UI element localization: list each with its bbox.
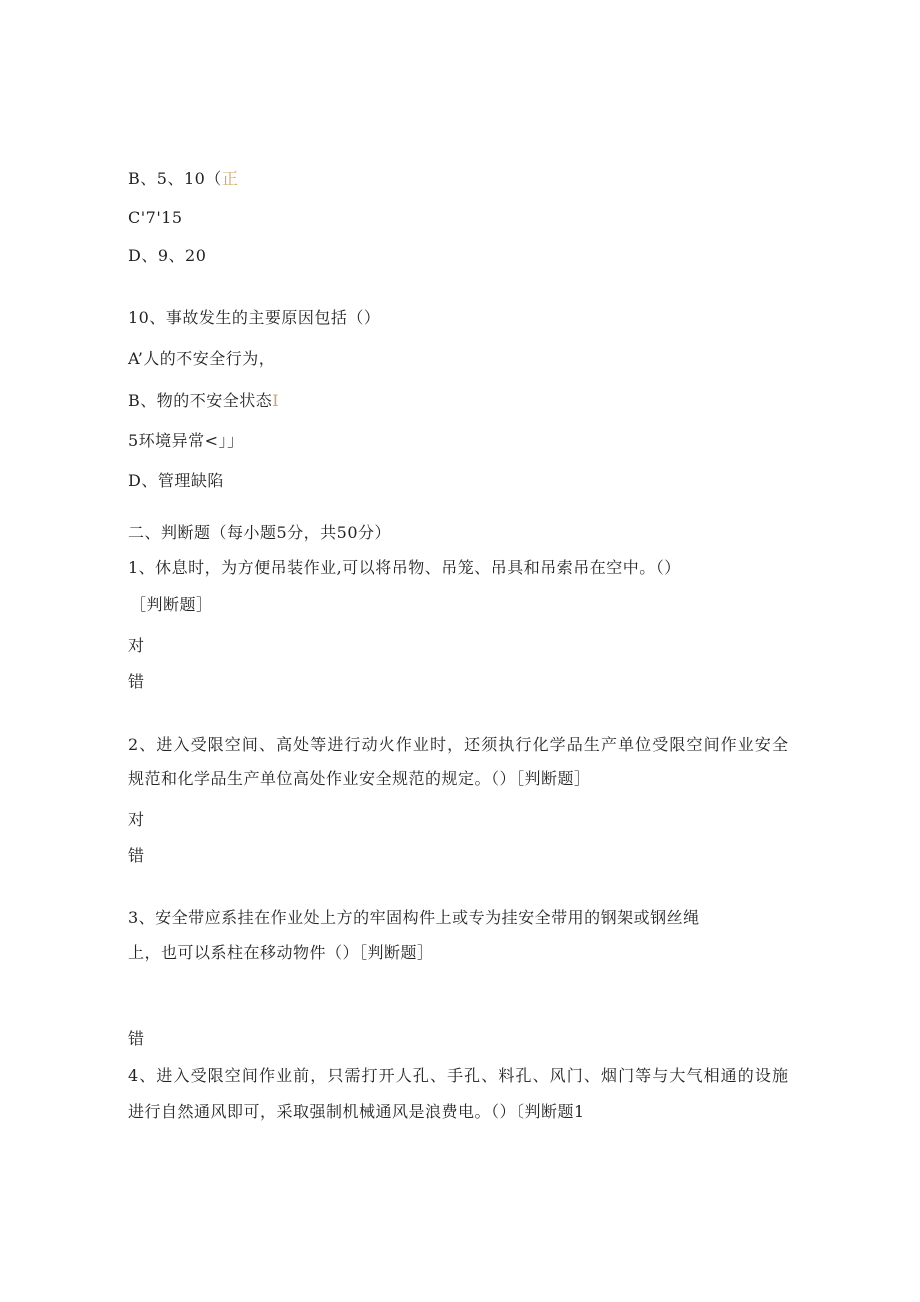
q10-stem: 10、事故发生的主要原因包括（）	[128, 308, 381, 327]
j1-tag: ［判断题］	[130, 595, 213, 614]
q9-option-c: C'7'15	[128, 208, 183, 227]
q9-option-d: D、9、20	[128, 246, 207, 265]
q10-option-b-mark: I	[272, 391, 280, 410]
j4-stem-line1: 4、进入受限空间作业前，只需打开人孔、手孔、料孔、风门、烟门等与大气相通的设施	[128, 1066, 790, 1085]
q10-option-d: D、管理缺陷	[128, 471, 224, 490]
j3-option-false: 错	[128, 1029, 145, 1048]
q10-option-c: 5环境异常<」」	[128, 431, 244, 450]
j2-stem-line2: 规范和化学品生产单位高处作业安全规范的规定。（）［判断题］	[128, 769, 591, 788]
j1-option-true: 对	[128, 636, 145, 655]
q10-option-b-text: B、物的不安全状态	[128, 391, 273, 410]
j1-stem: 1、休息时，为方便吊装作业,可以将吊物、吊笼、吊具和吊索吊在空中。（）	[128, 558, 681, 577]
j4-stem-line2: 进行自然通风即可，采取强制机械通风是浪费电。（）〔判断题1	[128, 1102, 585, 1121]
q9-option-b-text: B、5、10（	[128, 169, 222, 188]
q10-option-b	[128, 391, 279, 411]
j2-stem-line1: 2、进入受限空间、高处等进行动火作业时，还须执行化学品生产单位受限空间作业安全	[128, 735, 790, 754]
section-2-title: 二、判断题（每小题5分，共50分）	[128, 523, 392, 542]
j2-option-true: 对	[128, 810, 145, 829]
j1-option-false: 错	[128, 672, 145, 691]
j3-stem-line1: 3、安全带应系挂在作业处上方的牢固构件上或专为挂安全带用的钢架或钢丝绳	[128, 908, 700, 927]
q9-option-b-mark: 正	[221, 169, 239, 188]
j3-stem-line2: 上，也可以系柱在移动物件（）［判断题］	[128, 943, 434, 962]
q9-option-b	[128, 169, 238, 189]
j2-option-false: 错	[128, 846, 145, 865]
q10-option-a: A’人的不安全行为，	[128, 349, 276, 368]
